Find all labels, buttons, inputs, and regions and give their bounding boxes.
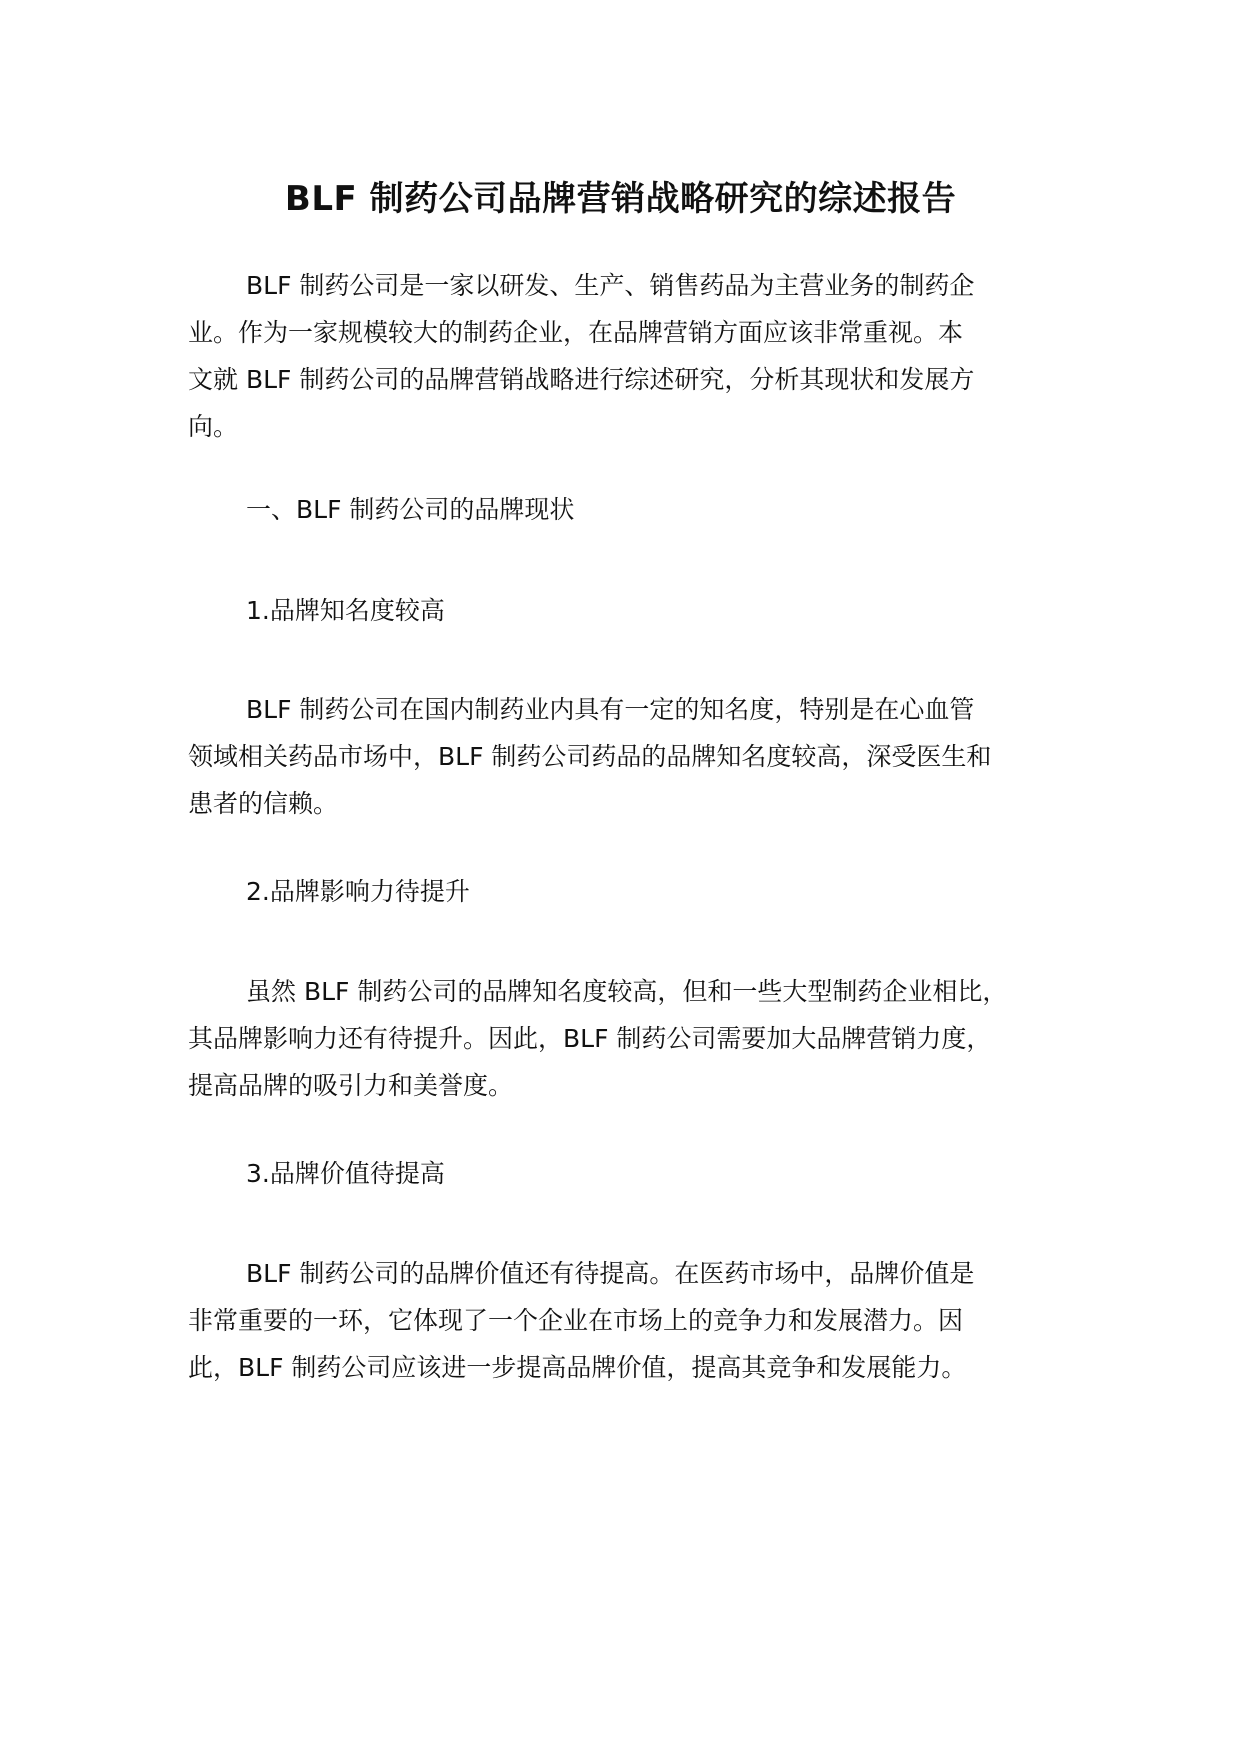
- paragraph-line: BLF 制药公司是一家以研发、生产、销售药品为主营业务的制药企: [246, 271, 975, 300]
- subsection-paragraph: [188, 968, 1088, 1109]
- paragraph-line: 患者的信赖。: [188, 789, 339, 818]
- paragraph-line: 领域相关药品市场中，BLF 制药公司药品的品牌知名度较高，深受医生和: [188, 742, 992, 771]
- subsection-heading: 1.品牌知名度较高: [246, 596, 445, 625]
- subsection-heading: 2.品牌影响力待提升: [246, 877, 470, 906]
- paragraph-line: 提高品牌的吸引力和美誉度。: [188, 1071, 514, 1100]
- subsection-paragraph: [188, 1250, 1088, 1391]
- paragraph-line: 文就 BLF 制药公司的品牌营销战略进行综述研究，分析其现状和发展方: [188, 365, 975, 394]
- paragraph-line: 业。作为一家规模较大的制药企业，在品牌营销方面应该非常重视。本: [188, 318, 964, 347]
- paragraph-line: BLF 制药公司在国内制药业内具有一定的知名度，特别是在心血管: [246, 695, 975, 724]
- intro-paragraph: [188, 262, 1088, 450]
- paragraph-line: 向。: [188, 412, 239, 441]
- paragraph-line: 此，BLF 制药公司应该进一步提高品牌价值，提高其竞争和发展能力。: [188, 1353, 967, 1382]
- subsection-paragraph: [188, 686, 1088, 827]
- paragraph-line: 非常重要的一环，它体现了一个企业在市场上的竞争力和发展潜力。因: [188, 1306, 964, 1335]
- paragraph-line: BLF 制药公司的品牌价值还有待提高。在医药市场中，品牌价值是: [246, 1259, 975, 1288]
- document-title: BLF 制药公司品牌营销战略研究的综述报告: [284, 179, 957, 219]
- subsection-heading: 3.品牌价值待提高: [246, 1159, 445, 1188]
- section-heading: 一、BLF 制药公司的品牌现状: [246, 495, 575, 524]
- paragraph-line: 其品牌影响力还有待提升。因此，BLF 制药公司需要加大品牌营销力度，: [188, 1024, 992, 1053]
- paragraph-line: 虽然 BLF 制药公司的品牌知名度较高，但和一些大型制药企业相比，: [246, 977, 1008, 1006]
